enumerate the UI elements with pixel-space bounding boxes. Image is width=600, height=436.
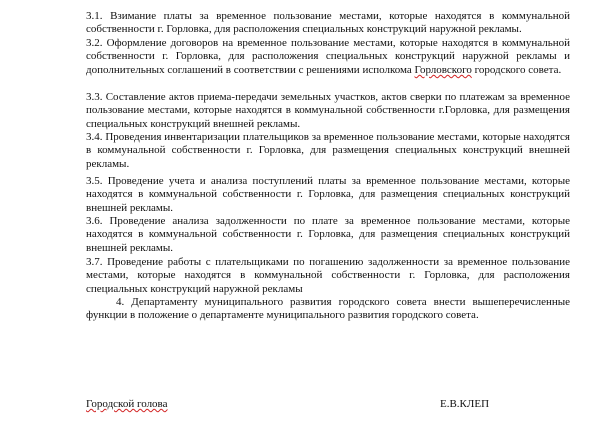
spellcheck-flagged-word: Горловского	[414, 63, 472, 76]
paragraph-3-2-text: 3.2. Оформление договоров на временное пользование местами, которые находятся в коммунальной собственности г. Горловка, для расположения специальных конструкций наружной рекламы и дополнительных соглашений в соответствии с решениями исполкома	[86, 37, 570, 76]
paragraph-3-4: 3.4. Проведения инвентаризации плательщиков за временное пользование местами, которые находятся в коммунальной собственности г. Горловка, для размещения специальных конструкций внешней рекламы.	[86, 131, 570, 170]
paragraph-4: 4. Департаменту муниципального развития городского совета внести вышеперечисленные функции в положение о департаменте муниципального развития городского совета.	[86, 296, 570, 322]
paragraph-3-2-text-end: городского совета.	[471, 63, 562, 76]
signature-name: Е.В.КЛЕП	[440, 398, 490, 410]
signature-title	[86, 398, 168, 411]
paragraph-3-5: 3.5. Проведение учета и анализа поступлений платы за временное пользование местами, которые находятся в коммунальной собственности г. Горловка, для размещения специальных конструкций внешней рекламы.	[86, 175, 570, 214]
paragraph-3-1: 3.1. Взимание платы за временное пользование местами, которые находятся в коммунальной собственности г. Горловка, для расположения специальных конструкций наружной рекламы.	[86, 10, 570, 36]
paragraph-3-2	[86, 37, 570, 77]
signature-title-text: Городской голова	[86, 398, 168, 410]
paragraph-3-6: 3.6. Проведение анализа задолженности по плате за временное пользование местами, которые находятся в коммунальной собственности г. Горловка, для размещения специальных конструкций внешней рекламы.	[86, 215, 570, 254]
paragraph-3-3: 3.3. Составление актов приема-передачи земельных участков, актов сверки по платежам за временное пользование местами, которые находятся в коммунальной собственности г.Горловка, для размещения специальных конструкций внешней рекламы.	[86, 91, 570, 130]
paragraph-3-7: 3.7. Проведение работы с плательщиками по погашению задолженности за временное пользование местами, которые находятся в коммунальной собственности г. Горловка, для расположения специальных конструкций наружной рекламы	[86, 256, 570, 295]
